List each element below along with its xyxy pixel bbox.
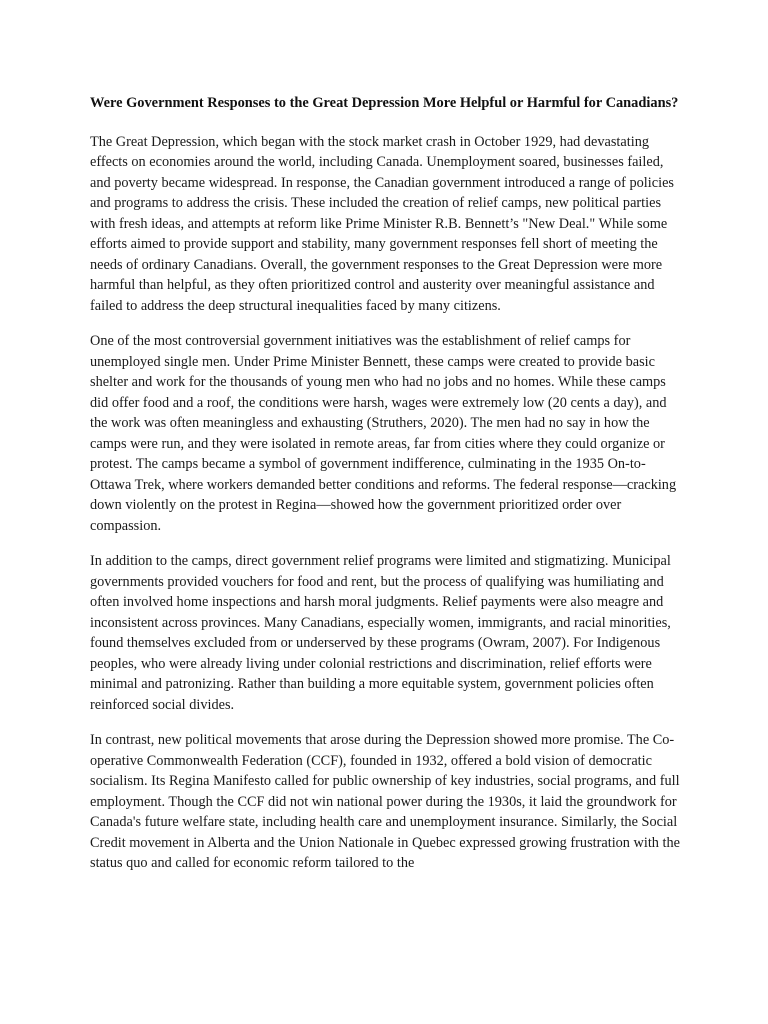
paragraph-political-movements: In contrast, new political movements that arose during the Depression showed more promise. The Co-operative Commonwealth Federation (CCF), founded in 1932, offered a bold vision of democratic socialism. Its Regina Manifesto called for public ownership of key industries, social programs, and full employment. Though the CCF did not win national power during the 1930s, it laid the groundwork for Canada's future welfare state, including health care and unemployment insurance. Similarly, the Social Credit movement in Alberta and the Union Nationale in Quebec expressed growing frustration with the status quo and called for economic reform tailored to the <box>90 732 680 871</box>
document-body <box>90 93 680 889</box>
paragraph-relief-programs: In addition to the camps, direct government relief programs were limited and stigmatizing. Municipal governments provided vouchers for food and rent, but the process of qualifying was humiliating and often involved home inspections and harsh moral judgments. Relief payments were also meagre and inconsistent across provinces. Many Canadians, especially women, immigrants, and racial minorities, found themselves excluded from or underserved by these programs (Owram, 2007). For Indigenous peoples, who were already living under colonial restrictions and discrimination, relief efforts were minimal and patronizing. Rather than building a more equitable system, government policies often reinforced social divides. <box>90 553 671 713</box>
document-title: Were Government Responses to the Great Depression More Helpful or Harmful for Canadians? <box>90 95 679 111</box>
paragraph-relief-camps: One of the most controversial government initiatives was the establishment of relief camps for unemployed single men. Under Prime Minister Bennett, these camps were created to provide basic shelter and work for the thousands of young men who had no jobs and no homes. While these camps did offer food and a roof, the conditions were harsh, wages were extremely low (20 cents a day), and the work was often meaningless and exhausting (Struthers, 2020). The men had no say in how the camps were run, and they were isolated in remote areas, far from cities where they could organize or protest. The camps became a symbol of government indifference, culminating in the 1935 On-to-Ottawa Trek, where workers demanded better conditions and reforms. The federal response—cracking down violently on the protest in Regina—showed how the government prioritized order over compassion. <box>90 333 677 534</box>
paragraph-intro: The Great Depression, which began with the stock market crash in October 1929, had devastating effects on economies around the world, including Canada. Unemployment soared, businesses failed, and poverty became widespread. In response, the Canadian government introduced a range of policies and programs to address the crisis. These included the creation of relief camps, new political parties with fresh ideas, and attempts at reform like Prime Minister R.B. Bennett’s "New Deal." While some efforts aimed to provide support and stability, many government responses fell short of meeting the needs of ordinary Canadians. Overall, the government responses to the Great Depression were more harmful than helpful, as they often prioritized control and austerity over meaningful assistance and failed to address the deep structural inequalities faced by many citizens. <box>90 133 674 314</box>
